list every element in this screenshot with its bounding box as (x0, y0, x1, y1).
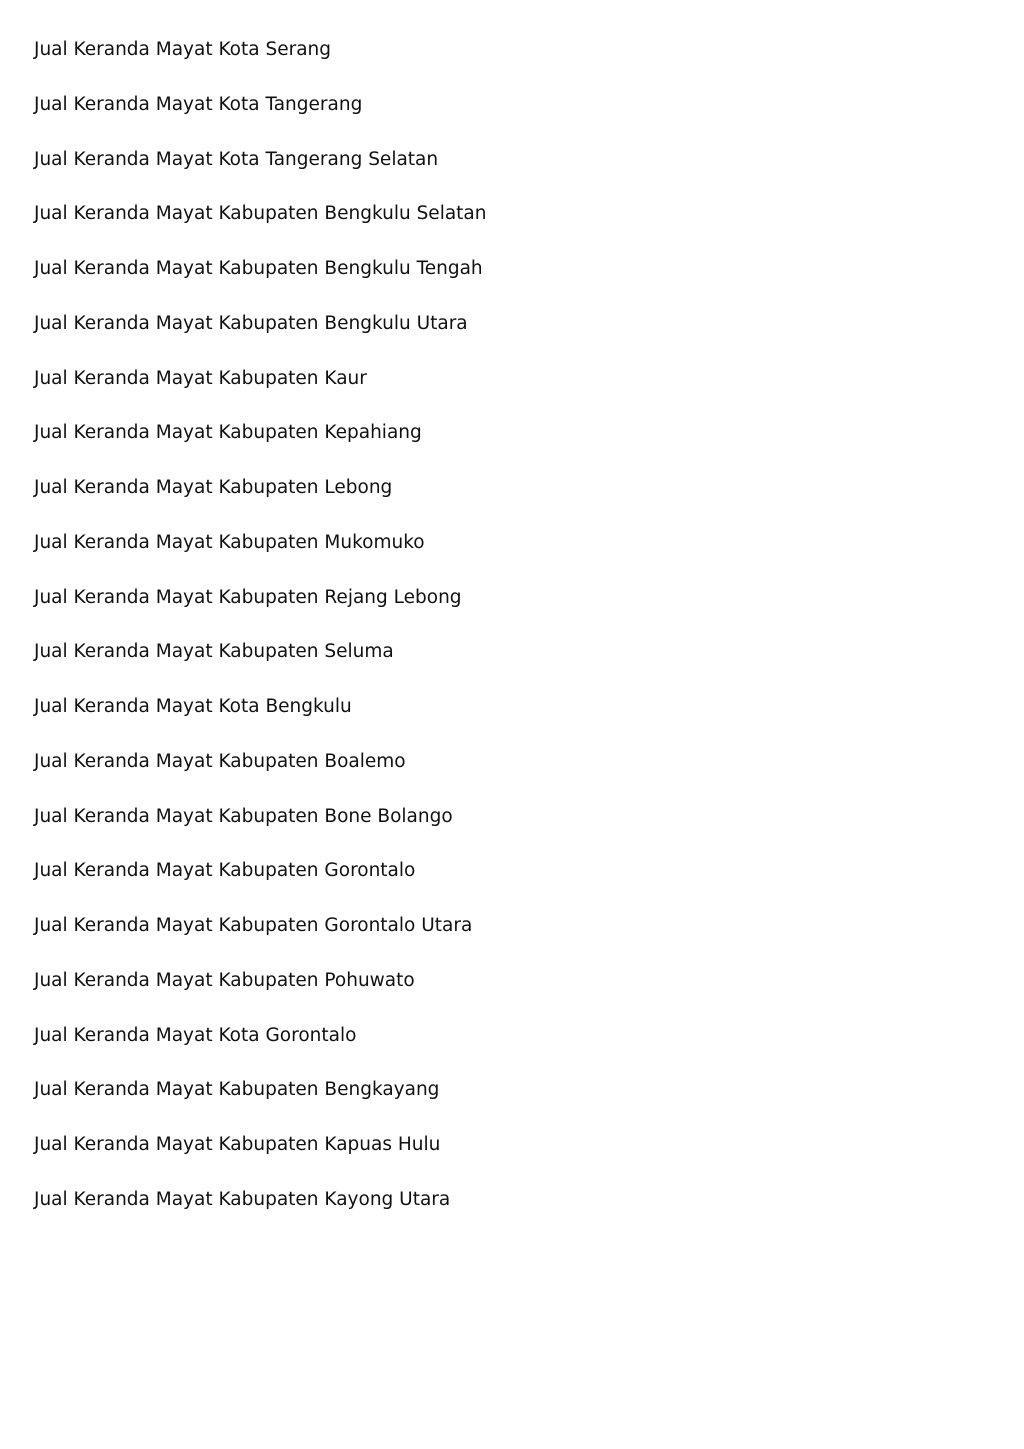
list-item (34, 91, 974, 146)
list-item (34, 146, 974, 201)
list-item (34, 584, 974, 639)
location-link[interactable]: Jual Keranda Mayat Kota Tangerang (34, 93, 363, 115)
location-link[interactable]: Jual Keranda Mayat Kabupaten Kaur (34, 367, 367, 389)
list-item (34, 803, 974, 858)
location-link-list (34, 36, 974, 1241)
location-link[interactable]: Jual Keranda Mayat Kabupaten Gorontalo (34, 860, 416, 882)
list-item (34, 1076, 974, 1131)
location-link[interactable]: Jual Keranda Mayat Kabupaten Kayong Utara (34, 1188, 451, 1210)
location-link[interactable]: Jual Keranda Mayat Kabupaten Pohuwato (34, 969, 415, 991)
location-link[interactable]: Jual Keranda Mayat Kabupaten Lebong (34, 477, 393, 498)
list-item (34, 638, 974, 693)
list-item (34, 912, 974, 967)
location-link[interactable]: Jual Keranda Mayat Kabupaten Seluma (34, 641, 394, 663)
location-link[interactable]: Jual Keranda Mayat Kabupaten Mukomuko (34, 531, 425, 553)
location-link[interactable]: Jual Keranda Mayat Kota Bengkulu (34, 696, 352, 717)
location-link[interactable]: Jual Keranda Mayat Kabupaten Bone Bolango (34, 805, 453, 827)
list-item (34, 310, 974, 365)
location-link[interactable]: Jual Keranda Mayat Kota Gorontalo (34, 1024, 357, 1046)
list-item (34, 200, 974, 255)
location-link[interactable]: Jual Keranda Mayat Kabupaten Bengkulu Utara (34, 312, 468, 334)
list-item (34, 1186, 974, 1241)
location-link[interactable]: Jual Keranda Mayat Kabupaten Gorontalo Utara (34, 915, 473, 936)
list-item (34, 419, 974, 474)
location-link[interactable]: Jual Keranda Mayat Kabupaten Kepahiang (34, 422, 422, 444)
location-link[interactable]: Jual Keranda Mayat Kabupaten Bengkulu Tengah (34, 258, 483, 279)
location-link[interactable]: Jual Keranda Mayat Kabupaten Bengkulu Selatan (34, 203, 487, 225)
location-link[interactable]: Jual Keranda Mayat Kota Tangerang Selatan (34, 148, 439, 170)
list-item (34, 365, 974, 420)
list-item (34, 255, 974, 310)
list-item (34, 36, 974, 91)
list-item (34, 967, 974, 1022)
list-item (34, 474, 974, 529)
location-link[interactable]: Jual Keranda Mayat Kabupaten Kapuas Hulu (34, 1134, 441, 1155)
list-item (34, 857, 974, 912)
list-item (34, 1022, 974, 1077)
list-item (34, 1131, 974, 1186)
list-item (34, 693, 974, 748)
list-item (34, 529, 974, 584)
location-link[interactable]: Jual Keranda Mayat Kabupaten Boalemo (34, 750, 406, 772)
location-link[interactable]: Jual Keranda Mayat Kabupaten Bengkayang (34, 1079, 440, 1101)
list-item (34, 748, 974, 803)
location-link[interactable]: Jual Keranda Mayat Kota Serang (34, 39, 332, 60)
location-link[interactable]: Jual Keranda Mayat Kabupaten Rejang Lebong (34, 586, 462, 608)
